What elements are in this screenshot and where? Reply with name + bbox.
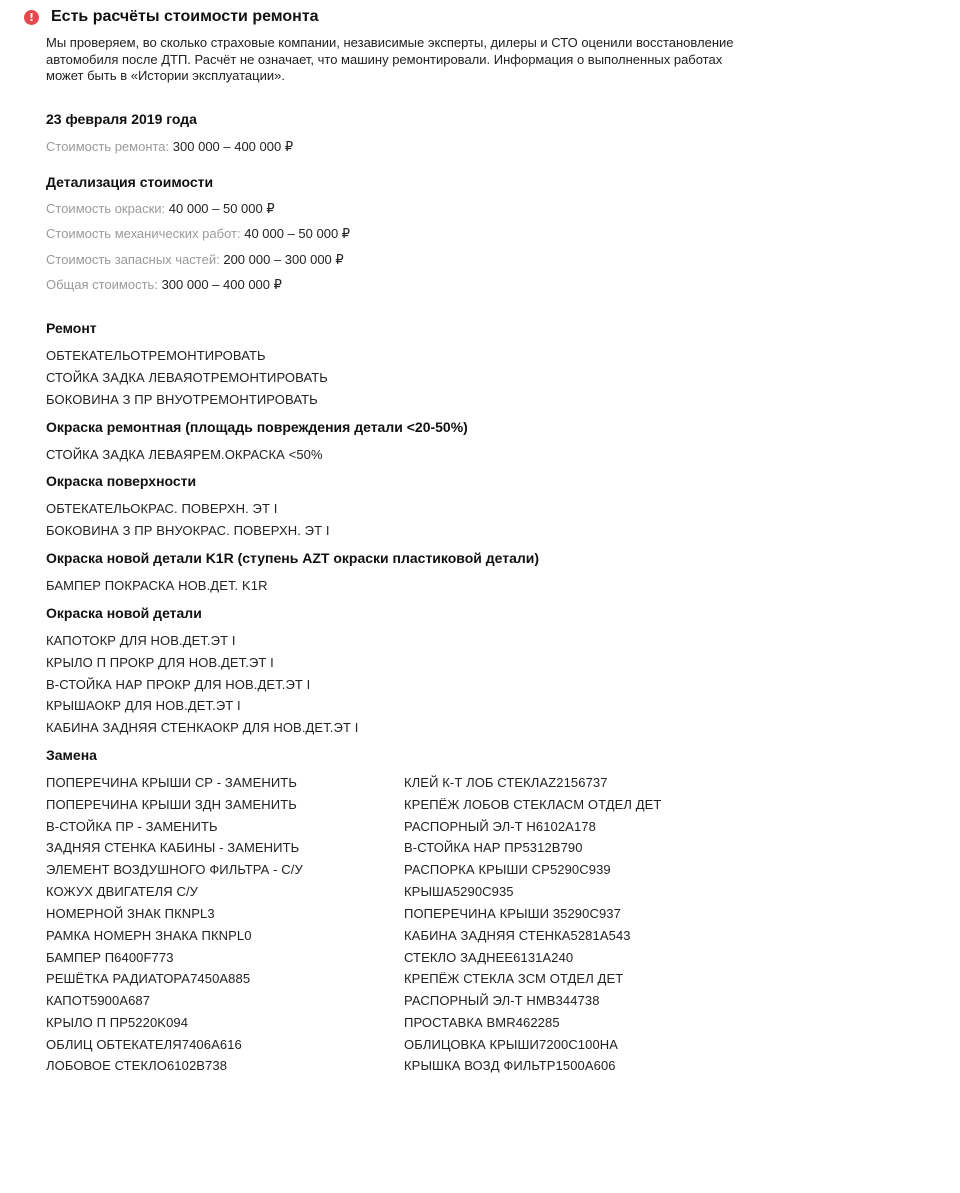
list-item: ПОПЕРЕЧИНА КРЫШИ ЗДН ЗАМЕНИТЬ <box>46 797 297 812</box>
list-item: КАБИНА ЗАДНЯЯ СТЕНКАОКР ДЛЯ НОВ.ДЕТ.ЭТ I <box>46 720 359 735</box>
list-item: КРЕПЁЖ СТЕКЛА ЗСМ ОТДЕЛ ДЕТ <box>404 971 624 986</box>
list-item: ОБТЕКАТЕЛЬОТРЕМОНТИРОВАТЬ <box>46 348 266 363</box>
list-item: КАПОТ5900A687 <box>46 993 151 1008</box>
list-item: РЕШЁТКА РАДИАТОРА7450A885 <box>46 971 251 986</box>
section-title-paint-new-k1r: Окраска новой детали K1R (ступень AZT окраски пластиковой детали) <box>46 550 540 566</box>
list-item: КРЫЛО П ПР5220K094 <box>46 1015 189 1030</box>
repair-cost-label: Стоимость ремонта: <box>46 139 170 154</box>
list-item: ПОПЕРЕЧИНА КРЫШИ 35290C937 <box>404 906 621 921</box>
list-item: КРЫШКА ВОЗД ФИЛЬТР1500A606 <box>404 1058 616 1073</box>
breakdown-row-parts <box>46 252 344 268</box>
list-item: В-СТОЙКА ПР - ЗАМЕНИТЬ <box>46 819 218 834</box>
breakdown-label: Стоимость механических работ: <box>46 226 241 241</box>
list-item: БОКОВИНА З ПР ВНУОКРАС. ПОВЕРХН. ЭТ I <box>46 523 330 538</box>
list-item: ЗАДНЯЯ СТЕНКА КАБИНЫ - ЗАМЕНИТЬ <box>46 840 300 855</box>
section-title-repair: Ремонт <box>46 320 97 336</box>
breakdown-value: 300 000 – 400 000 ₽ <box>161 277 282 292</box>
breakdown-row-total <box>46 277 282 293</box>
list-item: РАСПОРНЫЙ ЭЛ-Т Н6102A178 <box>404 819 596 834</box>
section-title-paint-repair: Окраска ремонтная (площадь повреждения детали <20-50%) <box>46 419 468 435</box>
breakdown-label: Стоимость запасных частей: <box>46 252 220 267</box>
page-title: Есть расчёты стоимости ремонта <box>51 8 319 25</box>
list-item: РАСПОРКА КРЫШИ СР5290C939 <box>404 862 611 877</box>
list-item: КАПОТОКР ДЛЯ НОВ.ДЕТ.ЭТ I <box>46 633 236 648</box>
list-item: НОМЕРНОЙ ЗНАК ПКNPL3 <box>46 906 215 921</box>
list-item: СТЕКЛО ЗАДНЕЕ6131A240 <box>404 950 574 965</box>
estimate-date: 23 февраля 2019 года <box>46 111 197 127</box>
breakdown-value: 200 000 – 300 000 ₽ <box>223 252 344 267</box>
intro-text: Мы проверяем, во сколько страховые компании, независимые эксперты, дилеры и СТО оценили восстановление автомобиля после ДТП. Расчёт не означает, что машину ремонтировали. Информация о выполненных работах может быть в «Истории эксплуатации». <box>46 35 734 83</box>
alert-icon: ! <box>24 10 39 25</box>
list-item: БАМПЕР П6400F773 <box>46 950 174 965</box>
list-item: ПРОСТАВКА BMR462285 <box>404 1015 560 1030</box>
list-item: СТОЙКА ЗАДКА ЛЕВАЯОТРЕМОНТИРОВАТЬ <box>46 370 328 385</box>
list-item: ПОПЕРЕЧИНА КРЫШИ СР - ЗАМЕНИТЬ <box>46 775 297 790</box>
breakdown-value: 40 000 – 50 000 ₽ <box>168 201 275 216</box>
repair-cost-row <box>46 139 293 155</box>
repair-cost-value: 300 000 – 400 000 ₽ <box>172 139 294 154</box>
section-title-replace: Замена <box>46 747 97 763</box>
list-item: ОБЛИЦОВКА КРЫШИ7200C100HA <box>404 1037 619 1052</box>
section-title-paint-new: Окраска новой детали <box>46 605 202 621</box>
list-item: В-СТОЙКА НАР ПРОКР ДЛЯ НОВ.ДЕТ.ЭТ I <box>46 677 311 692</box>
breakdown-label: Общая стоимость: <box>46 277 158 292</box>
list-item: БОКОВИНА З ПР ВНУОТРЕМОНТИРОВАТЬ <box>46 392 318 407</box>
list-item: РАМКА НОМЕРН ЗНАКА ПКNPL0 <box>46 928 252 943</box>
breakdown-title: Детализация стоимости <box>46 174 214 190</box>
breakdown-label: Стоимость окраски: <box>46 201 166 216</box>
list-item: КРЫШАОКР ДЛЯ НОВ.ДЕТ.ЭТ I <box>46 698 241 713</box>
list-item: ЭЛЕМЕНТ ВОЗДУШНОГО ФИЛЬТРА - С/У <box>46 862 303 877</box>
estimate-header <box>24 7 319 27</box>
list-item: КРЫЛО П ПРОКР ДЛЯ НОВ.ДЕТ.ЭТ I <box>46 655 274 670</box>
breakdown-row-mechanical <box>46 226 350 242</box>
list-item: СТОЙКА ЗАДКА ЛЕВАЯРЕМ.ОКРАСКА <50% <box>46 447 323 462</box>
breakdown-row-paint <box>46 201 275 217</box>
list-item: КЛЕЙ К-Т ЛОБ СТЕКЛАZ2156737 <box>404 775 608 790</box>
list-item: РАСПОРНЫЙ ЭЛ-Т HMB344738 <box>404 993 600 1008</box>
list-item: ОБТЕКАТЕЛЬОКРАС. ПОВЕРХН. ЭТ I <box>46 501 278 516</box>
list-item: КАБИНА ЗАДНЯЯ СТЕНКА5281A543 <box>404 928 631 943</box>
list-item: ЛОБОВОЕ СТЕКЛО6102B738 <box>46 1058 228 1073</box>
list-item: КРЕПЁЖ ЛОБОВ СТЕКЛАСМ ОТДЕЛ ДЕТ <box>404 797 662 812</box>
breakdown-value: 40 000 – 50 000 ₽ <box>244 226 351 241</box>
section-title-paint-surface: Окраска поверхности <box>46 473 197 489</box>
list-item: БАМПЕР ПОКРАСКА НОВ.ДЕТ. K1R <box>46 578 268 593</box>
list-item: КРЫША5290C935 <box>404 884 514 899</box>
list-item: В-СТОЙКА НАР ПР5312B790 <box>404 840 583 855</box>
list-item: КОЖУХ ДВИГАТЕЛЯ С/У <box>46 884 199 899</box>
list-item: ОБЛИЦ ОБТЕКАТЕЛЯ7406A616 <box>46 1037 242 1052</box>
